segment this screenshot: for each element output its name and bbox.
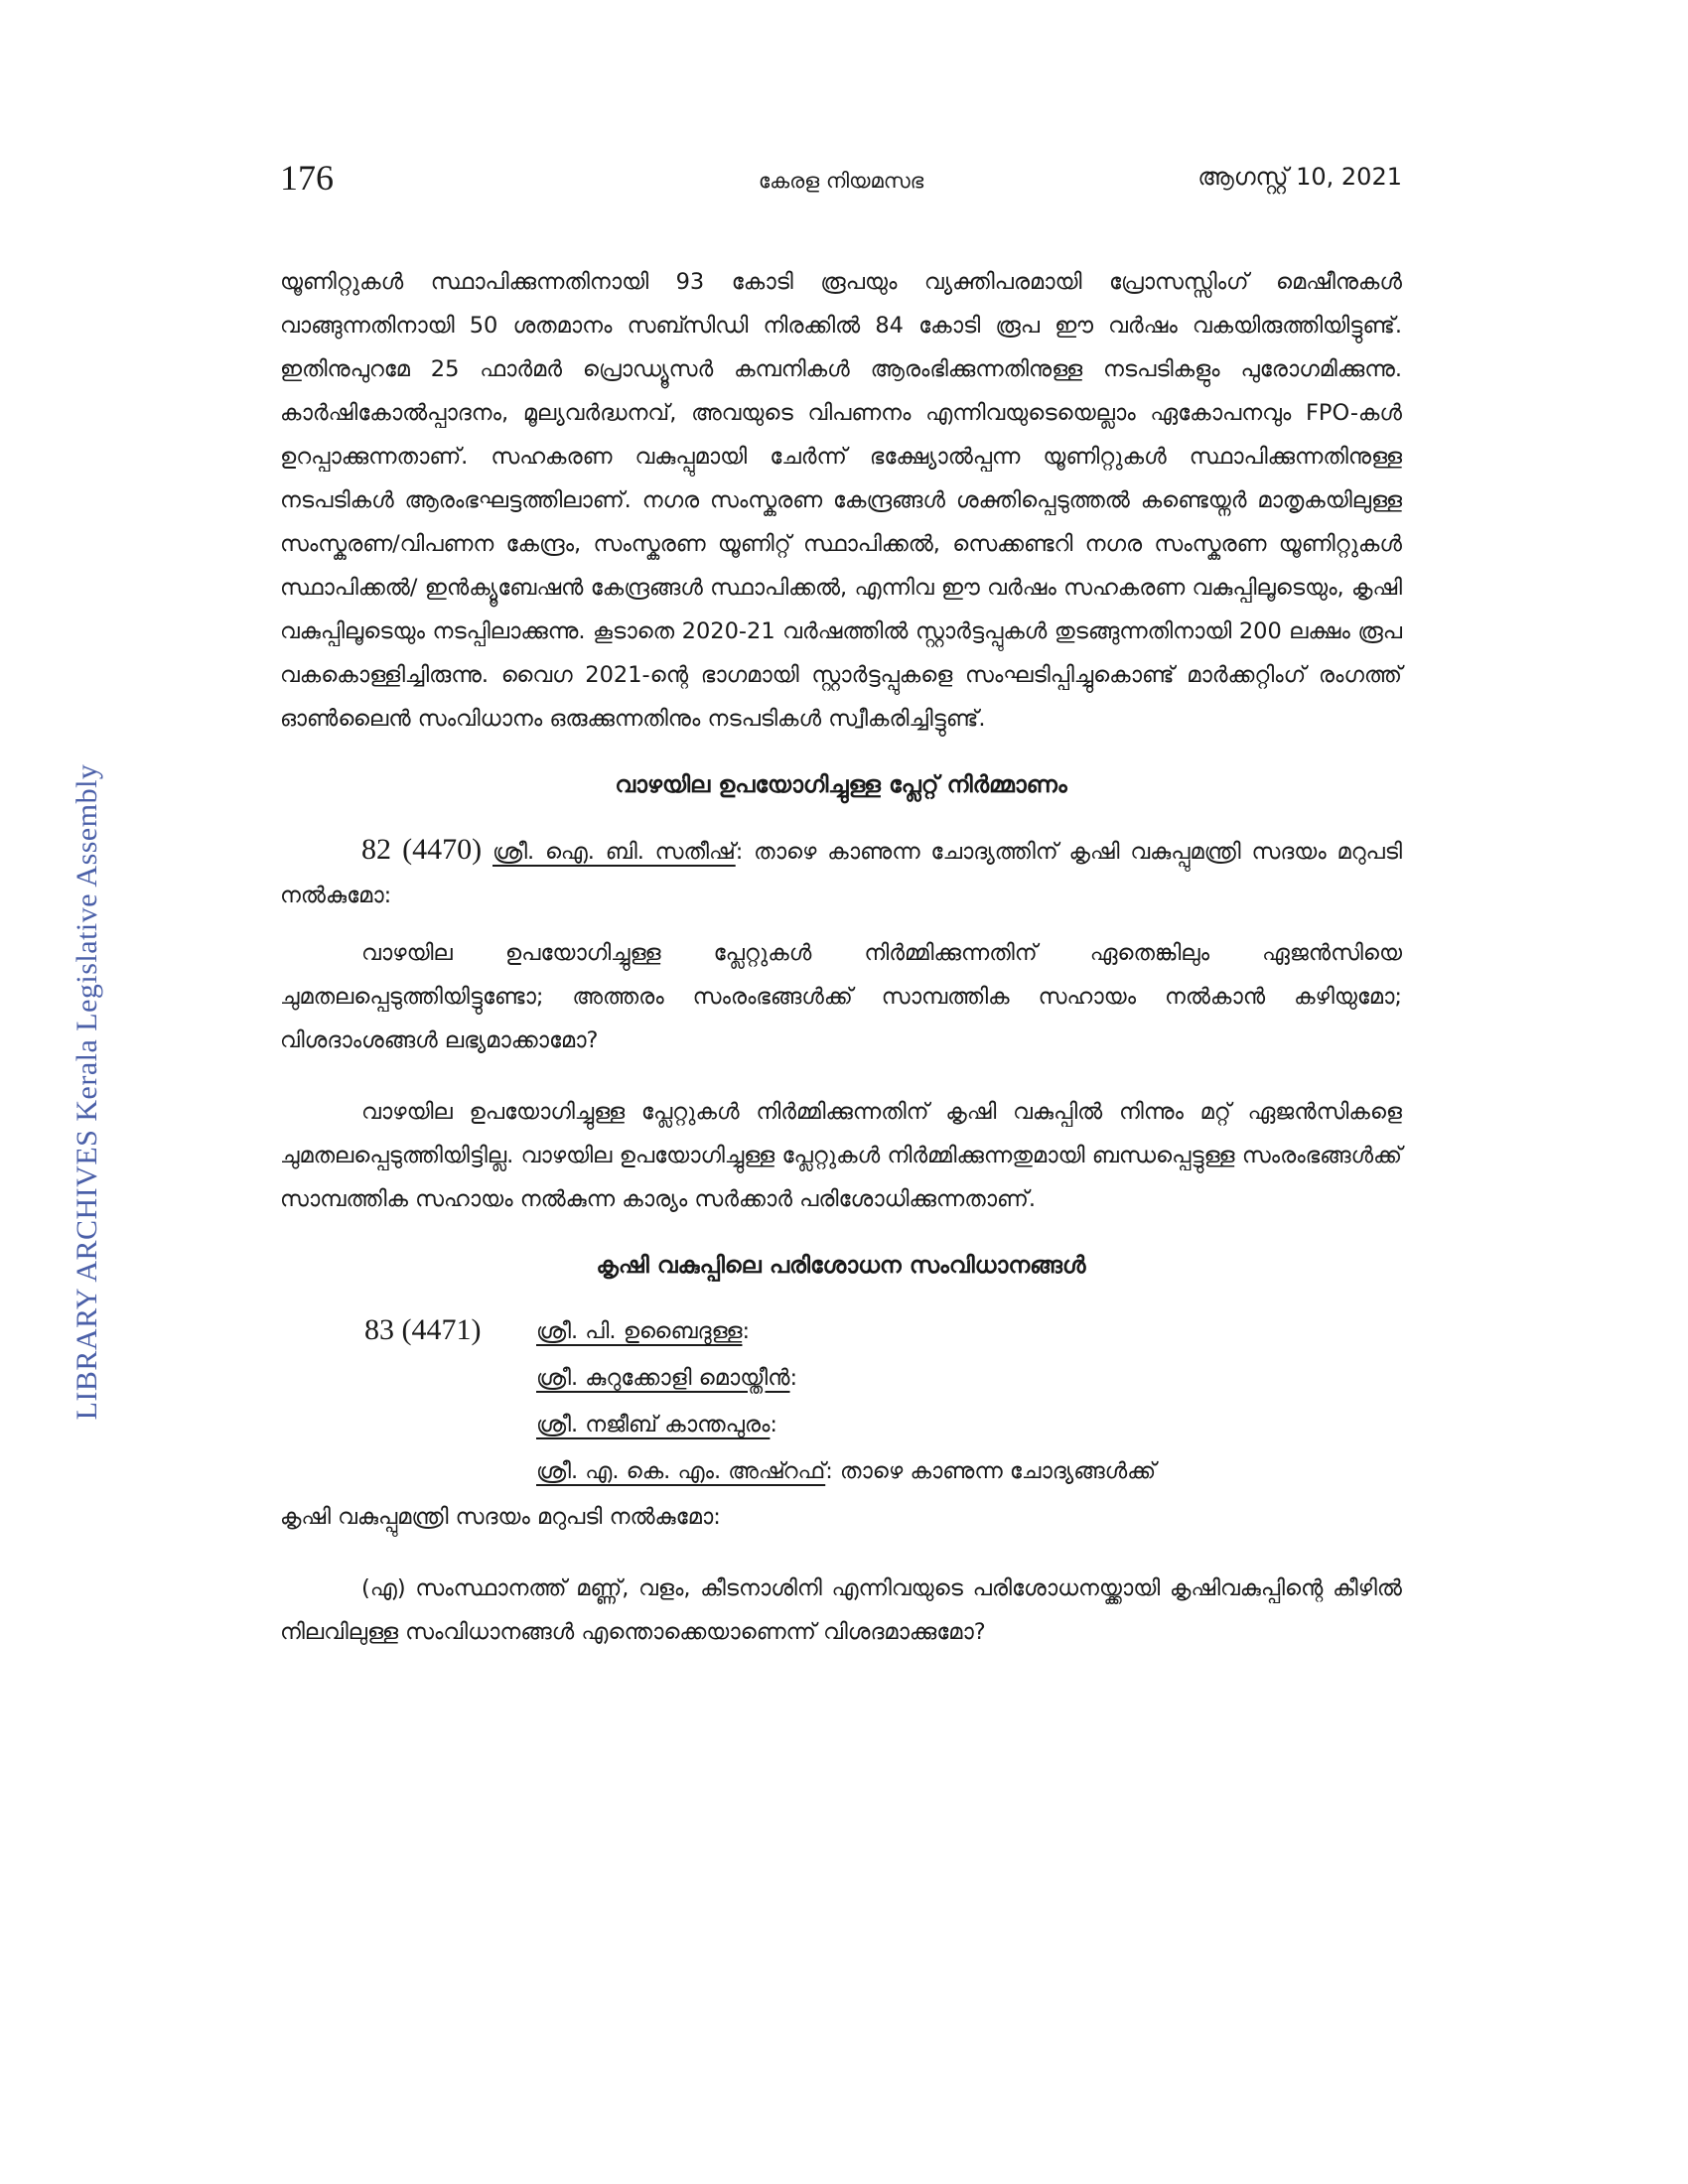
- question-83-request: കൃഷി വകുപ്പുമന്ത്രി സദയം മറുപടി നൽകുമോ:: [280, 1504, 721, 1530]
- page-header: [280, 157, 1402, 206]
- question-82-text: വാഴയില ഉപയോഗിച്ചുള്ള പ്ലേറ്റുകൾ നിർമ്മിക്കുന്നതിന് ഏതെങ്കിലും ഏജൻസിയെ ചുമതലപ്പെടുത്തിയിട്ടുണ്ടോ; അത്തരം സംരംഭങ്ങൾക്ക് സാമ്പത്തിക സഹായം നൽകാൻ കഴിയുമോ; വിശദാംശങ്ങൾ ലഭ്യമാക്കാമോ?: [280, 940, 1402, 1053]
- header-title: കേരള നിയമസഭ: [758, 169, 924, 193]
- question-request: : താഴെ കാണുന്ന ചോദ്യത്തിന് കൃഷി വകുപ്പുമന്ത്രി സദയം മറുപടി നൽകുമോ:: [280, 839, 1402, 908]
- member-name: ശ്രീ. പി. ഉബൈദുള്ള: [536, 1318, 743, 1344]
- member-line: [536, 1402, 1402, 1448]
- page-number: 176: [280, 158, 334, 198]
- question-83-members: [280, 1308, 1402, 1495]
- section-heading-testing-facilities: കൃഷി വകുപ്പിലെ പരിശോധന സംവിധാനങ്ങൾ: [596, 1251, 1086, 1279]
- member-line: [536, 1448, 1402, 1495]
- question-number: 83 (4471): [364, 1313, 482, 1346]
- header-date: ആഗസ്റ്റ് 10, 2021: [1197, 163, 1402, 191]
- member-name: ശ്രീ. എ. കെ. എം. അഷ്റഫ്: [536, 1458, 826, 1484]
- member-name: ശ്രീ. കുറുക്കോളി മൊയ്തീൻ: [536, 1365, 790, 1391]
- question-request: : താഴെ കാണുന്ന ചോദ്യങ്ങൾക്ക്: [825, 1458, 1157, 1484]
- member-line: [536, 1355, 1402, 1402]
- member-name: ശ്രീ. ഐ. ബി. സതീഷ്: [492, 839, 736, 865]
- member-separator: :: [770, 1412, 778, 1437]
- member-separator: :: [742, 1318, 751, 1344]
- library-archives-watermark: LIBRARY ARCHIVES Kerala Legislative Assembly: [70, 763, 103, 1421]
- intro-paragraph: യൂണിറ്റുകൾ സ്ഥാപിക്കുന്നതിനായി 93 കോടി രൂപയും വ്യക്തിപരമായി പ്രോസസ്സിംഗ് മെഷീനുകൾ വാങ്ങുന്നതിനായി 50 ശതമാനം സബ്സിഡി നിരക്കിൽ 84 കോടി രൂപ ഈ വർഷം വകയിരുത്തിയിട്ടുണ്ട്. ഇതിനുപുറമേ 25 ഫാർമർ പ്രൊഡ്യൂസർ കമ്പനികൾ ആരംഭിക്കുന്നതിനുള്ള നടപടികളും പുരോഗമിക്കുന്നു. കാർഷികോൽപ്പാദനം, മൂല്യവർദ്ധനവ്, അവയുടെ വിപണനം എന്നിവയുടെയെല്ലാം ഏകോപനവും FPO-കൾ ഉറപ്പാക്കുന്നതാണ്. സഹകരണ വകുപ്പുമായി ചേർന്ന് ഭക്ഷ്യോൽപ്പന്ന യൂണിറ്റുകൾ സ്ഥാപിക്കുന്നതിനുള്ള നടപടികൾ ആരംഭഘട്ടത്തിലാണ്. നഗര സംസ്കരണ കേന്ദ്രങ്ങൾ ശക്തിപ്പെടുത്തൽ കണ്ടെയ്നർ മാതൃകയിലുള്ള സംസ്കരണ/വിപണന കേന്ദ്രം, സംസ്കരണ യൂണിറ്റ് സ്ഥാപിക്കൽ, സെക്കണ്ടറി നഗര സംസ്കരണ യൂണിറ്റുകൾ സ്ഥാപിക്കൽ/ ഇൻക്യൂബേഷൻ കേന്ദ്രങ്ങൾ സ്ഥാപിക്കൽ, എന്നിവ ഈ വർഷം സഹകരണ വകുപ്പിലൂടെയും, കൃഷി വകുപ്പിലൂടെയും നടപ്പിലാക്കുന്നു. കൂടാതെ 2020-21 വർഷത്തിൽ സ്റ്റാർട്ടപ്പുകൾ തുടങ്ങുന്നതിനായി 200 ലക്ഷം രൂപ വകകൊള്ളിച്ചിരുന്നു. വൈഗ 2021-ന്റെ ഭാഗമായി സ്റ്റാർട്ടപ്പുകളെ സംഘടിപ്പിച്ചുകൊണ്ട് മാർക്കറ്റിംഗ് രംഗത്ത് ഓൺലൈൻ സംവിധാനം ഒരുക്കുന്നതിനും നടപടികൾ സ്വീകരിച്ചിട്ടുണ്ട്.: [280, 269, 1402, 732]
- page-content: [280, 260, 1402, 1654]
- answer-82-text: വാഴയില ഉപയോഗിച്ചുള്ള പ്ലേറ്റുകൾ നിർമ്മിക്കുന്നതിന് കൃഷി വകുപ്പിൽ നിന്നും മറ്റ് ഏജൻസികളെ ചുമതലപ്പെടുത്തിയിട്ടില്ല. വാഴയില ഉപയോഗിച്ചുള്ള പ്ലേറ്റുകൾ നിർമ്മിക്കുന്നതുമായി ബന്ധപ്പെട്ടുള്ള സംരംഭങ്ങൾക്ക് സാമ്പത്തിക സഹായം നൽകുന്ന കാര്യം സർക്കാർ പരിശോധിക്കുന്നതാണ്.: [280, 1099, 1402, 1212]
- member-line: [536, 1308, 1402, 1355]
- question-83-part-a: (എ) സംസ്ഥാനത്ത് മണ്ണ്, വളം, കീടനാശിനി എന്നിവയുടെ പരിശോധനയ്ക്കായി കൃഷിവകുപ്പിന്റെ കീഴിൽ നിലവിലുള്ള സംവിധാനങ്ങൾ എന്തൊക്കെയാണെന്ന് വിശദമാക്കുമോ?: [280, 1575, 1402, 1645]
- section-heading-banana-leaf-plate: വാഴയില ഉപയോഗിച്ചുള്ള പ്ലേറ്റ് നിർമ്മാണം: [615, 770, 1067, 798]
- question-82-intro: [280, 828, 1402, 917]
- member-name: ശ്രീ. നജീബ് കാന്തപുരം: [536, 1412, 771, 1437]
- member-separator: :: [789, 1365, 798, 1391]
- question-number: 82 (4470): [361, 833, 483, 866]
